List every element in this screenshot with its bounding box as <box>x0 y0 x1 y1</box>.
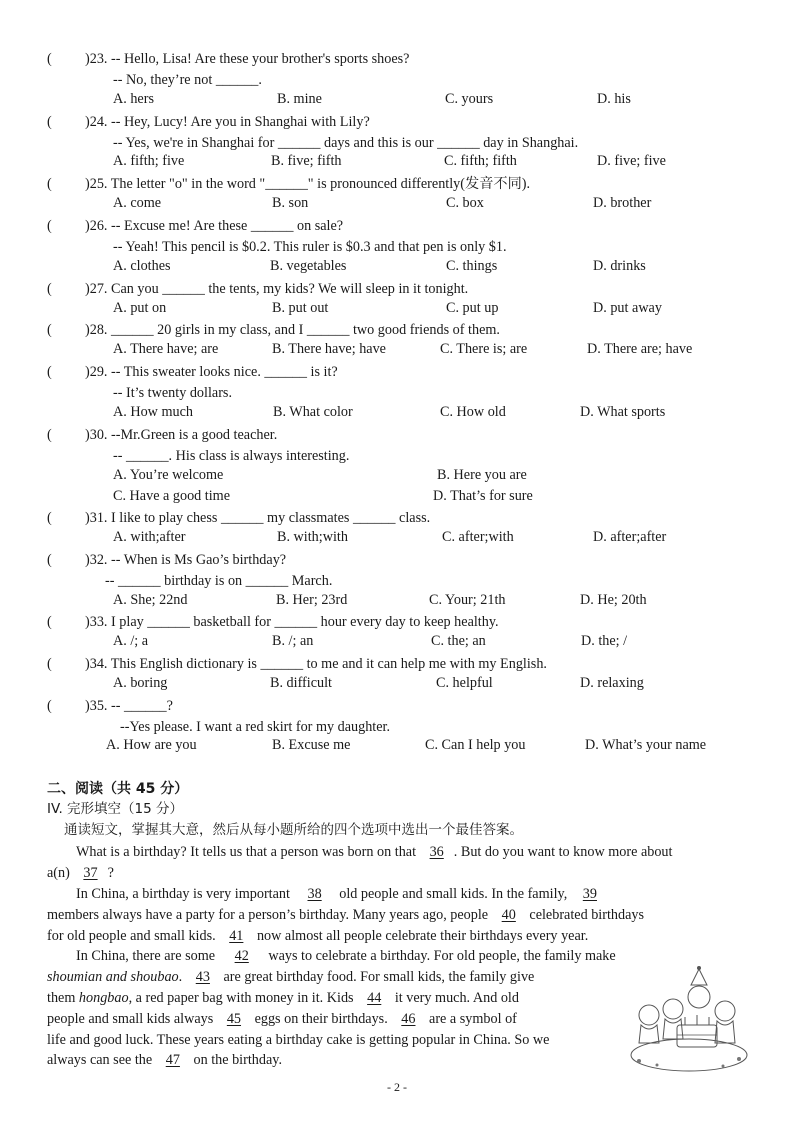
question-line: -- This sweater looks nice. ______ is it? <box>111 364 338 380</box>
options-23 <box>0 91 794 111</box>
answer-paren[interactable]: ( <box>47 364 52 380</box>
options-27 <box>0 300 794 320</box>
option-c[interactable]: C. after;with <box>442 529 514 545</box>
passage-line: shoumian and shoubao. 43 are great birthday food. For small kids, the family give <box>47 969 535 985</box>
passage-line: always can see the 47 on the birthday. <box>47 1052 282 1068</box>
question-28: ( )28. ______ 20 girls in my class, and I ______ two good friends of them. <box>47 322 500 338</box>
section-instruction: 通读短文，掌握其大意，然后从每小题所给的四个选项中选出一个最佳答案。 <box>64 822 523 838</box>
options-34 <box>0 675 794 695</box>
option-c[interactable]: C. How old <box>440 404 506 420</box>
answer-paren[interactable]: ( <box>47 51 52 67</box>
option-b[interactable]: B. difficult <box>270 675 333 691</box>
question-line: -- Excuse me! Are these ______ on sale? <box>111 218 344 234</box>
option-b[interactable]: B. Excuse me <box>272 737 351 753</box>
answer-paren[interactable]: ( <box>47 698 52 714</box>
option-c[interactable]: C. box <box>446 195 484 211</box>
option-b[interactable]: B. son <box>272 195 309 211</box>
question-24: ( )24. -- Hey, Lucy! Are you in Shanghai with Lily? <box>47 114 370 130</box>
options-26 <box>0 258 794 278</box>
option-c[interactable]: C. Can I help you <box>425 737 526 753</box>
question-line: -- Yeah! This pencil is $0.2. This ruler is $0.3 and that pen is only $1. <box>113 239 507 255</box>
question-34: ( )34. This English dictionary is ______ to me and it can help me with my English. <box>47 656 547 672</box>
question-line: --Mr.Green is a good teacher. <box>111 427 278 443</box>
options-31 <box>0 529 794 549</box>
option-b[interactable]: B. Her; 23rd <box>276 592 348 608</box>
answer-paren[interactable]: ( <box>47 552 52 568</box>
options-33 <box>0 633 794 653</box>
option-a[interactable]: A. There have; are <box>113 341 219 357</box>
blank-46[interactable]: 46 <box>401 1011 416 1027</box>
question-29: ( )29. -- This sweater looks nice. ______ is it? <box>47 364 338 380</box>
option-a[interactable]: A. How much <box>113 404 193 420</box>
option-a[interactable]: A. put on <box>113 300 167 316</box>
options-30-row2 <box>0 488 794 508</box>
question-line: -- Hello, Lisa! Are these your brother's sports shoes? <box>111 51 410 67</box>
option-a[interactable]: A. hers <box>113 91 154 107</box>
passage-line: In China, a birthday is very important 38 old people and small kids. In the family, 39 <box>76 886 597 902</box>
options-28 <box>0 341 794 361</box>
option-c[interactable]: C. things <box>446 258 498 274</box>
blank-40[interactable]: 40 <box>501 907 516 923</box>
question-line: -- ______ birthday is on ______ March. <box>105 573 333 589</box>
blank-43[interactable]: 43 <box>195 969 210 985</box>
option-d[interactable]: D. the; / <box>581 633 628 649</box>
options-29 <box>0 404 794 424</box>
answer-paren[interactable]: ( <box>47 510 52 526</box>
option-a[interactable]: A. boring <box>113 675 168 691</box>
option-d[interactable]: D. He; 20th <box>580 592 647 608</box>
options-24 <box>0 153 794 173</box>
question-line: I like to play chess ______ my classmates ______ class. <box>111 510 431 526</box>
option-b[interactable]: B. five; fifth <box>271 153 342 169</box>
option-b[interactable]: B. There have; have <box>272 341 386 357</box>
answer-paren[interactable]: ( <box>47 176 52 192</box>
option-d[interactable]: D. put away <box>593 300 662 316</box>
question-30: ( )30. --Mr.Green is a good teacher. <box>47 427 278 443</box>
option-b[interactable]: B. /; an <box>272 633 314 649</box>
question-line: ______ 20 girls in my class, and I ______ two good friends of them. <box>111 322 500 338</box>
question-number: )23. <box>85 51 112 67</box>
page-number: - 2 - <box>387 1080 407 1094</box>
passage-line: for old people and small kids. 41 now almost all people celebrate their birthdays every year. <box>47 928 589 944</box>
passage-line: people and small kids always 45 eggs on their birthdays. 46 are a symbol of <box>47 1011 517 1027</box>
option-d[interactable]: D. five; five <box>597 153 666 169</box>
option-d[interactable]: D. There are; have <box>587 341 693 357</box>
blank-42[interactable]: 42 <box>234 948 249 964</box>
blank-47[interactable]: 47 <box>165 1052 180 1068</box>
option-d[interactable]: D. after;after <box>593 529 667 545</box>
option-a[interactable]: A. You’re welcome <box>113 467 224 483</box>
answer-paren[interactable]: ( <box>47 281 52 297</box>
answer-paren[interactable]: ( <box>47 322 52 338</box>
option-b[interactable]: B. with;with <box>277 529 348 545</box>
option-d[interactable]: D. relaxing <box>580 675 644 691</box>
passage-line: What is a birthday? It tells us that a person was born on that 36 . But do you want to know more about <box>76 844 673 860</box>
option-a[interactable]: A. How are you <box>106 737 197 753</box>
option-b[interactable]: B. vegetables <box>270 258 347 274</box>
option-d[interactable]: D. That’s for sure <box>433 488 533 504</box>
question-line: -- ______. His class is always interesting. <box>113 448 350 464</box>
option-c[interactable]: C. put up <box>446 300 499 316</box>
option-b[interactable]: B. What color <box>273 404 353 420</box>
question-line: -- ______? <box>111 698 173 714</box>
blank-38[interactable]: 38 <box>307 886 322 902</box>
option-b[interactable]: B. Here you are <box>437 467 527 483</box>
option-d[interactable]: D. drinks <box>593 258 646 274</box>
question-line: -- Yes, we're in Shanghai for ______ days and this is our ______ day in Shanghai. <box>113 135 579 151</box>
answer-paren[interactable]: ( <box>47 427 52 443</box>
blank-41[interactable]: 41 <box>229 928 244 944</box>
option-d[interactable]: D. his <box>597 91 631 107</box>
option-a[interactable]: A. come <box>113 195 162 211</box>
option-c[interactable]: C. the; an <box>431 633 486 649</box>
option-d[interactable]: D. brother <box>593 195 652 211</box>
passage-line: life and good luck. These years eating a birthday cake is getting popular in China. So we <box>47 1032 550 1048</box>
question-line: Can you ______ the tents, my kids? We will sleep in it tonight. <box>111 281 469 297</box>
passage-line: them hongbao, a red paper bag with money in it. Kids 44 it very much. And old <box>47 990 519 1006</box>
question-31: ( )31. I like to play chess ______ my classmates ______ class. <box>47 510 431 526</box>
options-35 <box>0 737 794 757</box>
question-line: The letter "o" in the word "______" is pronounced differently(发音不同). <box>110 176 531 192</box>
answer-paren[interactable]: ( <box>47 218 52 234</box>
options-32 <box>0 592 794 612</box>
option-d[interactable]: D. What sports <box>580 404 666 420</box>
question-line: -- No, they’re not ______. <box>113 72 262 88</box>
passage-line: a(n) 37 ? <box>47 865 114 881</box>
blank-39[interactable]: 39 <box>582 886 597 902</box>
question-line: -- When is Ms Gao’s birthday? <box>111 552 287 568</box>
option-c[interactable]: C. yours <box>445 91 494 107</box>
question-25: ( )25. The letter "o" in the word "______" is pronounced differently(发音不同). <box>47 176 531 192</box>
option-c[interactable]: C. There is; are <box>440 341 528 357</box>
blank-44[interactable]: 44 <box>367 990 382 1006</box>
options-25 <box>0 195 794 215</box>
options-30-row1 <box>0 467 794 487</box>
question-line: I play ______ basketball for ______ hour every day to keep healthy. <box>111 614 499 630</box>
question-line: This English dictionary is ______ to me and it can help me with my English. <box>110 656 547 672</box>
birthday-party-illustration <box>627 963 751 1075</box>
blank-45[interactable]: 45 <box>226 1011 242 1027</box>
passage-line: members always have a party for a person’s birthday. Many years ago, people 40 celebrated birthdays <box>47 907 645 923</box>
passage-line: In China, there are some 42 ways to celebrate a birthday. For old people, the family make <box>76 948 616 964</box>
option-c[interactable]: C. Your; 21th <box>429 592 506 608</box>
option-a[interactable]: A. She; 22nd <box>113 592 188 608</box>
blank-36[interactable]: 36 <box>429 844 444 860</box>
answer-paren[interactable]: ( <box>47 614 52 630</box>
option-a[interactable]: A. /; a <box>113 633 149 649</box>
option-c[interactable]: C. fifth; fifth <box>444 153 517 169</box>
question-line: --Yes please. I want a red skirt for my daughter. <box>120 719 391 735</box>
answer-paren[interactable]: ( <box>47 656 52 672</box>
option-a[interactable]: A. clothes <box>113 258 171 274</box>
blank-37[interactable]: 37 <box>83 865 98 881</box>
option-d[interactable]: D. What’s your name <box>585 737 707 753</box>
answer-paren[interactable]: ( <box>47 114 52 130</box>
question-35: ( )35. -- ______? <box>47 698 173 714</box>
question-26: ( )26. -- Excuse me! Are these ______ on sale? <box>47 218 344 234</box>
section-title: 二、阅读（共 45 分） <box>47 781 189 797</box>
option-a[interactable]: A. fifth; five <box>113 153 185 169</box>
option-c[interactable]: C. Have a good time <box>113 488 231 504</box>
section-subtitle: IV. 完形填空（15 分） <box>47 801 184 817</box>
question-23 <box>0 49 794 69</box>
option-a[interactable]: A. with;after <box>113 529 186 545</box>
option-c[interactable]: C. helpful <box>436 675 493 691</box>
option-b[interactable]: B. put out <box>272 300 329 316</box>
question-line: -- Hey, Lucy! Are you in Shanghai with Lily? <box>111 114 370 130</box>
question-27: ( )27. Can you ______ the tents, my kids? We will sleep in it tonight. <box>47 281 469 297</box>
question-line: -- It’s twenty dollars. <box>113 385 232 401</box>
question-33: ( )33. I play ______ basketball for ______ hour every day to keep healthy. <box>47 614 499 630</box>
option-b[interactable]: B. mine <box>277 91 322 107</box>
question-32: ( )32. -- When is Ms Gao’s birthday? <box>47 552 287 568</box>
